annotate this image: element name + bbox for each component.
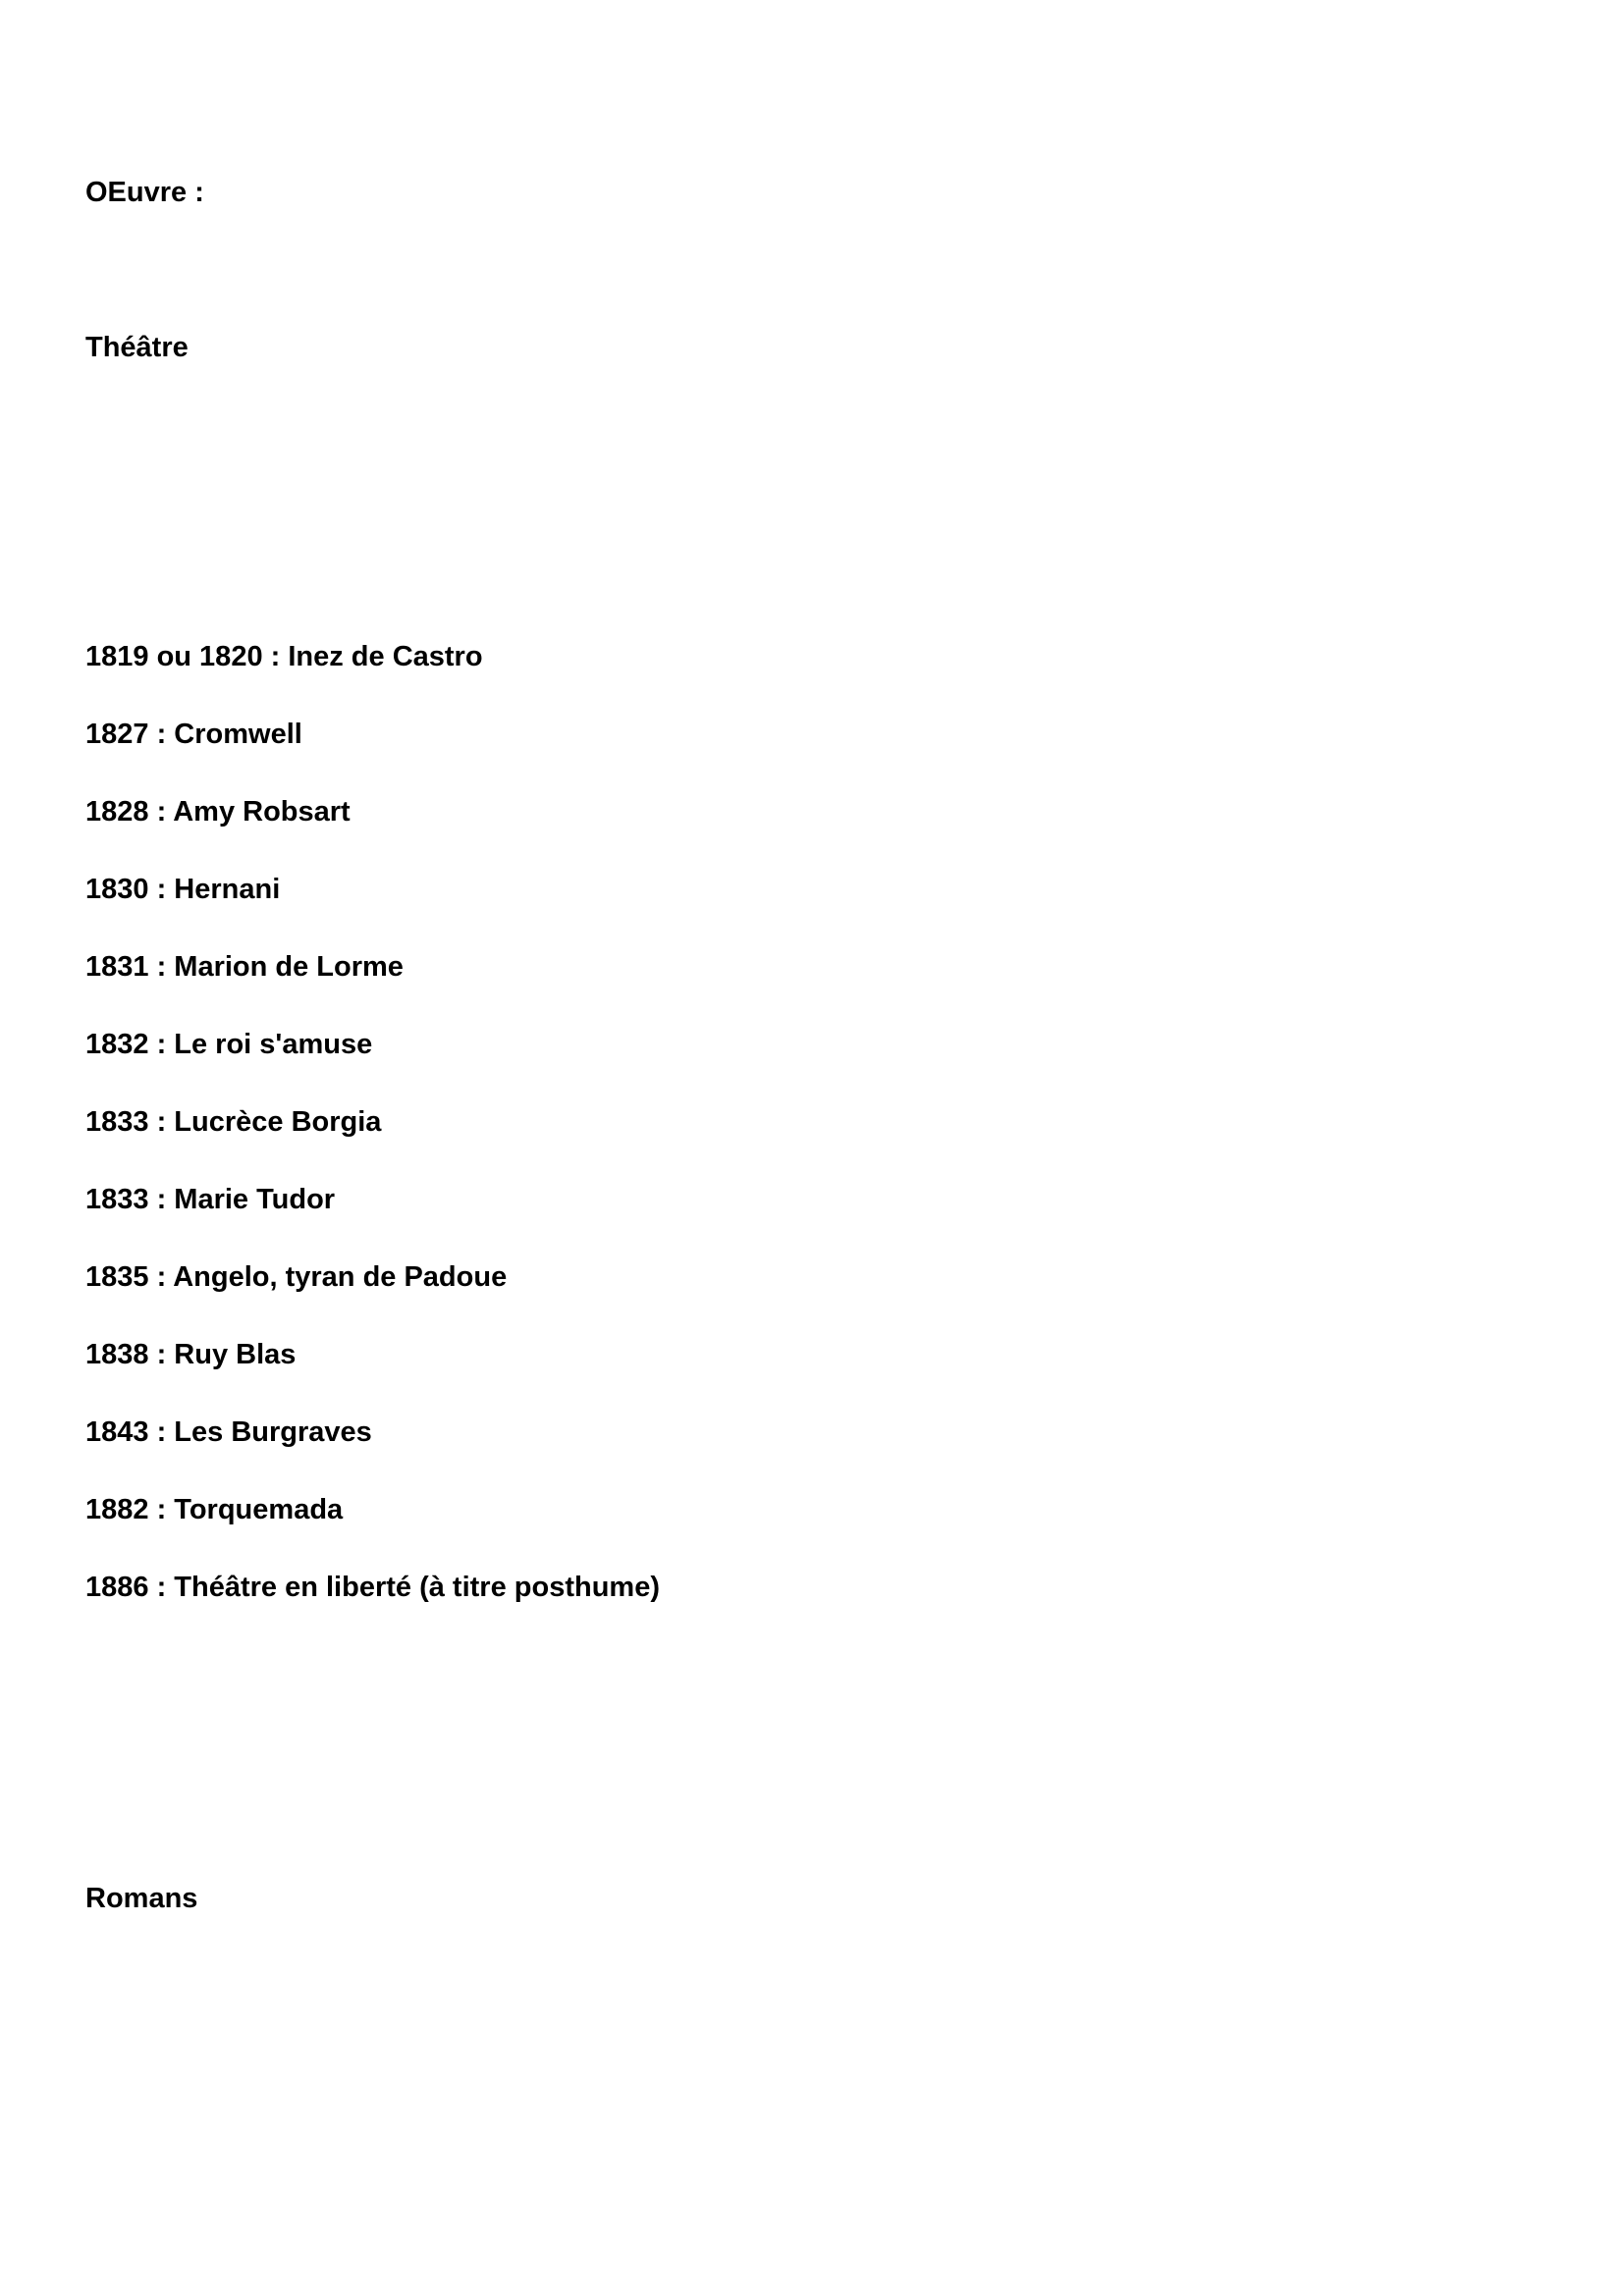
- list-item: 1828 : Amy Robsart: [85, 796, 351, 828]
- list-item: 1835 : Angelo, tyran de Padoue: [85, 1261, 508, 1293]
- list-item: 1843 : Les Burgraves: [85, 1416, 372, 1448]
- list-item: 1831 : Marion de Lorme: [85, 951, 404, 983]
- list-item: 1833 : Lucrèce Borgia: [85, 1106, 382, 1138]
- section-title-romans: Romans: [85, 1883, 198, 1914]
- section-title-theatre: Théâtre: [85, 332, 189, 363]
- list-item: 1832 : Le roi s'amuse: [85, 1029, 373, 1060]
- list-item: 1882 : Torquemada: [85, 1494, 344, 1525]
- list-item: 1830 : Hernani: [85, 874, 281, 905]
- list-item: 1886 : Théâtre en liberté (à titre posthume): [85, 1572, 660, 1603]
- list-item: 1833 : Marie Tudor: [85, 1184, 336, 1215]
- list-item: 1838 : Ruy Blas: [85, 1339, 297, 1370]
- list-item: 1819 ou 1820 : Inez de Castro: [85, 641, 483, 672]
- page-heading: OEuvre :: [85, 177, 204, 208]
- list-item: 1827 : Cromwell: [85, 719, 302, 750]
